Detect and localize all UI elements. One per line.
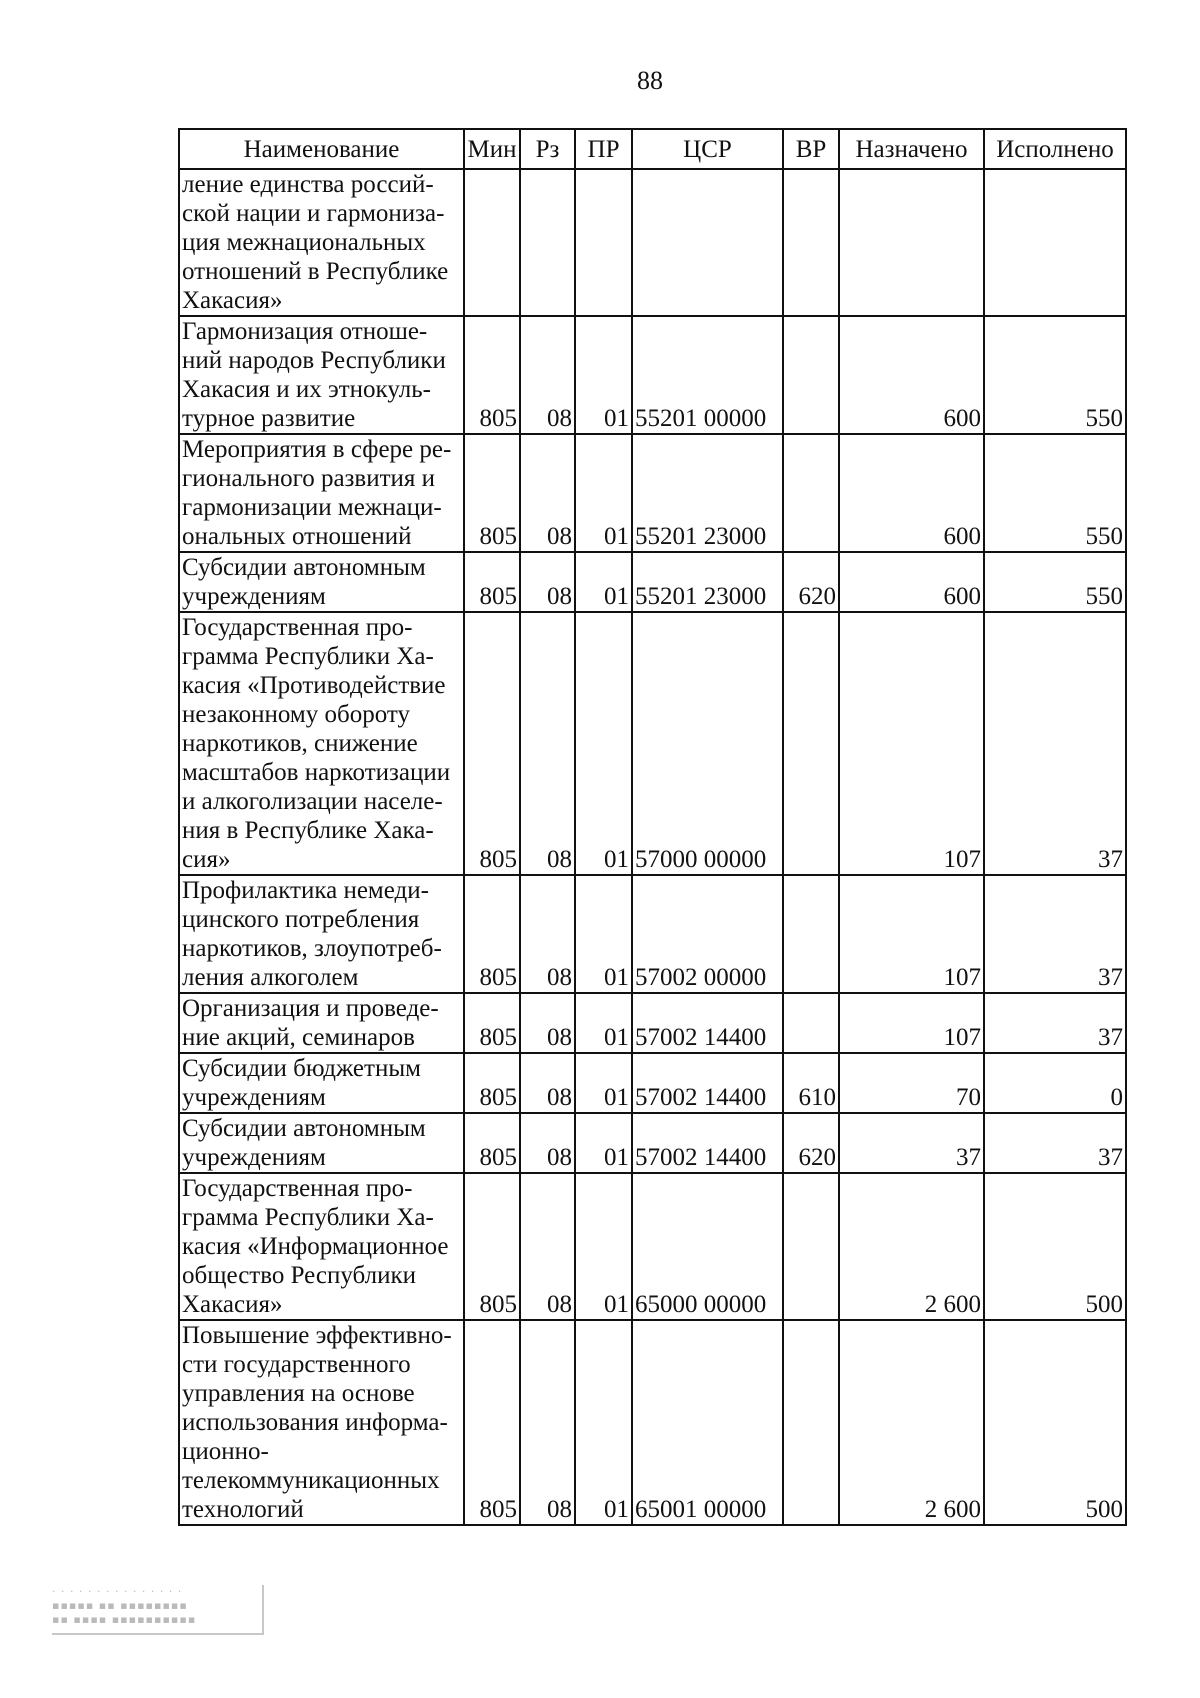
row-vr <box>783 993 839 1053</box>
row-name: Организация и проведе- ние акций, семинаров <box>179 993 464 1053</box>
row-assigned: 37 <box>839 1113 984 1173</box>
table-row <box>179 1053 1126 1113</box>
row-pr: 01 <box>575 316 632 434</box>
table-row <box>179 434 1126 552</box>
row-pr: 01 <box>575 434 632 552</box>
row-name: Субсидии автономным учреждениям <box>179 1113 464 1173</box>
table-row <box>179 1320 1126 1525</box>
column-header-pr: ПР <box>575 129 632 169</box>
row-min: 805 <box>464 316 520 434</box>
table-row <box>179 1113 1126 1173</box>
row-assigned: 107 <box>839 993 984 1053</box>
row-rz: 08 <box>520 1173 575 1320</box>
row-name: Повышение эффективно- сти государственного управления на основе использования информа- ционно- телекоммуникационных технологий <box>179 1320 464 1525</box>
row-rz: 08 <box>520 1320 575 1525</box>
table-row <box>179 169 1126 316</box>
row-min: 805 <box>464 1113 520 1173</box>
row-min: 805 <box>464 434 520 552</box>
row-executed: 37 <box>984 1113 1126 1173</box>
row-min: 805 <box>464 552 520 612</box>
row-name: Субсидии автономным учреждениям <box>179 552 464 612</box>
row-rz: 08 <box>520 875 575 993</box>
column-header-csr: ЦСР <box>632 129 783 169</box>
row-executed: 550 <box>984 316 1126 434</box>
row-csr: 57000 00000 <box>632 612 783 875</box>
row-executed <box>984 169 1126 316</box>
row-vr <box>783 1320 839 1525</box>
row-vr <box>783 1173 839 1320</box>
row-assigned: 107 <box>839 612 984 875</box>
row-executed: 550 <box>984 552 1126 612</box>
row-name: Мероприятия в сфере ре- гионального развития и гармонизации межнаци- ональных отношений <box>179 434 464 552</box>
row-executed: 37 <box>984 993 1126 1053</box>
stamp-line: ▪▪ ▪▪▪▪ ▪▪▪▪▪▪▪▪▪▪ <box>52 1613 197 1626</box>
row-executed: 37 <box>984 875 1126 993</box>
column-header-name: Наименование <box>179 129 464 169</box>
row-name: Субсидии бюджетным учреждениям <box>179 1053 464 1113</box>
row-pr: 01 <box>575 1053 632 1113</box>
table-header-row <box>179 129 1126 169</box>
row-min: 805 <box>464 1173 520 1320</box>
row-csr: 57002 14400 <box>632 1053 783 1113</box>
row-csr: 65000 00000 <box>632 1173 783 1320</box>
row-min: 805 <box>464 612 520 875</box>
row-assigned: 2 600 <box>839 1173 984 1320</box>
row-min: 805 <box>464 993 520 1053</box>
table-row <box>179 875 1126 993</box>
row-rz: 08 <box>520 434 575 552</box>
table-row <box>179 552 1126 612</box>
row-vr: 620 <box>783 552 839 612</box>
faded-stamp <box>52 1585 264 1635</box>
row-executed: 500 <box>984 1173 1126 1320</box>
stamp-line: ▪▪▪▪▪ ▪▪ ▪▪▪▪▪▪▪▪ <box>52 1599 188 1612</box>
budget-table <box>178 128 1127 1526</box>
table-row <box>179 612 1126 875</box>
row-assigned <box>839 169 984 316</box>
row-csr: 57002 14400 <box>632 1113 783 1173</box>
row-rz <box>520 169 575 316</box>
stamp-line: · · · · · · · · · · · · · · · <box>52 1585 183 1598</box>
row-pr: 01 <box>575 875 632 993</box>
row-vr <box>783 316 839 434</box>
row-assigned: 600 <box>839 434 984 552</box>
row-rz: 08 <box>520 612 575 875</box>
column-header-min: Мин <box>464 129 520 169</box>
table-row <box>179 1173 1126 1320</box>
row-rz: 08 <box>520 993 575 1053</box>
row-csr: 55201 00000 <box>632 316 783 434</box>
column-header-vr: ВР <box>783 129 839 169</box>
row-rz: 08 <box>520 316 575 434</box>
row-name: Государственная про- грамма Республики Ха- касия «Информационное общество Республики Хакасия» <box>179 1173 464 1320</box>
row-vr <box>783 612 839 875</box>
row-assigned: 2 600 <box>839 1320 984 1525</box>
row-rz: 08 <box>520 1053 575 1113</box>
row-executed: 37 <box>984 612 1126 875</box>
row-assigned: 107 <box>839 875 984 993</box>
row-pr: 01 <box>575 1320 632 1525</box>
row-csr: 57002 00000 <box>632 875 783 993</box>
row-name: Государственная про- грамма Республики Ха- касия «Противодействие незаконному обороту наркотиков, снижение масштабов наркотизации и алкоголизации населе- ния в Республике Хака- сия» <box>179 612 464 875</box>
row-name: Профилактика немеди- цинского потребления наркотиков, злоупотреб- ления алкоголем <box>179 875 464 993</box>
column-header-executed: Исполнено <box>984 129 1126 169</box>
row-pr: 01 <box>575 993 632 1053</box>
row-vr: 620 <box>783 1113 839 1173</box>
row-rz: 08 <box>520 552 575 612</box>
table-row <box>179 316 1126 434</box>
row-vr <box>783 169 839 316</box>
row-min: 805 <box>464 1053 520 1113</box>
row-min <box>464 169 520 316</box>
row-executed: 550 <box>984 434 1126 552</box>
row-csr: 55201 23000 <box>632 552 783 612</box>
row-pr: 01 <box>575 612 632 875</box>
row-pr: 01 <box>575 1173 632 1320</box>
row-csr: 57002 14400 <box>632 993 783 1053</box>
row-name: ление единства россий- ской нации и гармониза- ция межнациональных отношений в Республике Хакасия» <box>179 169 464 316</box>
row-vr <box>783 875 839 993</box>
column-header-rz: Рз <box>520 129 575 169</box>
row-pr: 01 <box>575 1113 632 1173</box>
row-min: 805 <box>464 1320 520 1525</box>
row-vr <box>783 434 839 552</box>
table-row <box>179 993 1126 1053</box>
row-vr: 610 <box>783 1053 839 1113</box>
column-header-assigned: Назначено <box>839 129 984 169</box>
row-csr <box>632 169 783 316</box>
row-min: 805 <box>464 875 520 993</box>
page-number: 88 <box>637 66 663 95</box>
row-csr: 65001 00000 <box>632 1320 783 1525</box>
row-assigned: 600 <box>839 552 984 612</box>
row-assigned: 600 <box>839 316 984 434</box>
row-pr: 01 <box>575 552 632 612</box>
row-csr: 55201 23000 <box>632 434 783 552</box>
row-pr <box>575 169 632 316</box>
row-executed: 500 <box>984 1320 1126 1525</box>
row-rz: 08 <box>520 1113 575 1173</box>
row-assigned: 70 <box>839 1053 984 1113</box>
row-name: Гармонизация отноше- ний народов Республики Хакасия и их этнокуль- турное развитие <box>179 316 464 434</box>
row-executed: 0 <box>984 1053 1126 1113</box>
